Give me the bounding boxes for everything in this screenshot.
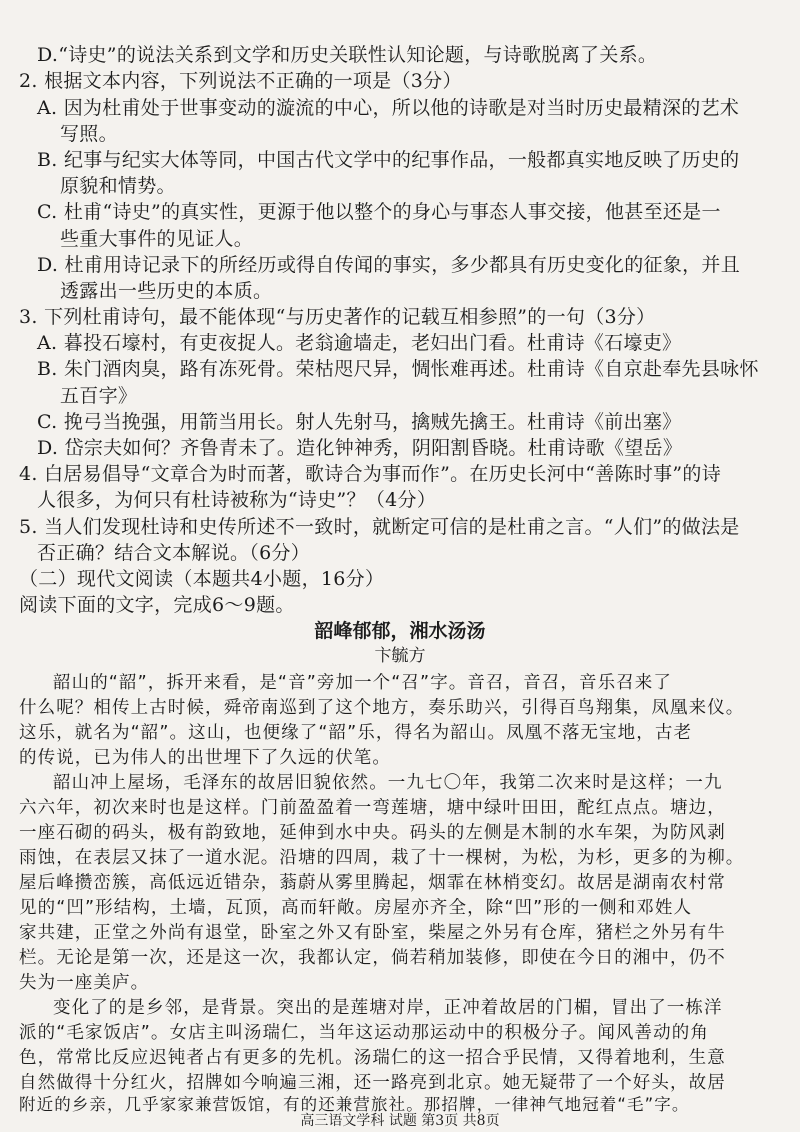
question-3: 3. 下列杜甫诗句，最不能体现“与历史著作的记载互相参照”的一句（3分） bbox=[19, 306, 656, 328]
article-title: 韶峰郁郁，湘水汤汤 bbox=[314, 620, 486, 642]
article-line: 的传说，已为伟人的出世埋下了久远的伏笔。 bbox=[19, 748, 391, 768]
article-line: 家共建，正堂之外尚有退堂，卧室之外又有卧室，柴屋之外另有仓库，猪栏之外另有牛 bbox=[19, 923, 726, 943]
q2-option-d-cont: 透露出一些历史的本质。 bbox=[60, 280, 273, 302]
page-footer: 高三语文学科 试题 第3页 共8页 bbox=[300, 1113, 500, 1129]
q3-option-d: D. 岱宗夫如何？齐鲁青未了。造化钟神秀，阴阳割昏晓。杜甫诗歌《望岳》 bbox=[37, 437, 683, 459]
q3-option-b: B. 朱门酒肉臭，路有冻死骨。荣枯咫尺异，惆怅难再述。杜甫诗《自京赴奉先县咏怀 bbox=[37, 358, 759, 380]
q2-option-b: B. 纪事与纪实大体等同，中国古代文学中的纪事作品，一般都真实地反映了历史的 bbox=[37, 149, 740, 171]
q2-option-d: D. 杜甫用诗记录下的所经历或得自传闻的事实，多少都具有历史变化的征象，并且 bbox=[37, 254, 741, 276]
q2-option-c: C. 杜甫“诗史”的真实性，更源于他以整个的身心与事态人事交接，他甚至还是一 bbox=[37, 201, 721, 223]
reading-instruction: 阅读下面的文字，完成6～9题。 bbox=[19, 594, 295, 616]
article-line: 一座石砌的码头，极有韵致地，延伸到水中央。码头的左侧是木制的水车架，为防风剥 bbox=[19, 823, 726, 843]
article-line: 栏。无论是第一次，还是这一次，我都认定，倘若稍加装修，即使在今日的湘中，仍不 bbox=[19, 948, 726, 968]
question-5: 5. 当人们发现杜诗和史传所述不一致时，就断定可信的是杜甫之言。“人们”的做法是 bbox=[19, 516, 740, 538]
article-line: 什么呢？相传上古时候，舜帝南巡到了这个地方，奏乐助兴，引得百鸟翔集，凤凰来仪。 bbox=[19, 698, 745, 718]
article-line: 屋后峰攒峦簇，高低远近错杂，蓊蔚从雾里腾起，烟霏在林梢变幻。故居是湖南农村常 bbox=[19, 873, 726, 893]
section-heading: （二）现代文阅读（本题共4小题，16分） bbox=[19, 568, 385, 590]
article-line: 六六年，初次来时也是这样。门前盈盈着一弯莲塘，塘中绿叶田田，酡红点点。塘边， bbox=[19, 798, 726, 818]
question-5-cont: 否正确？结合文本解说。（6分） bbox=[37, 542, 311, 564]
article-author: 卞毓方 bbox=[374, 646, 426, 666]
article-line: 雨蚀，在表层又抹了一道水泥。沿塘的四周，栽了十一棵树，为松，为杉，更多的为柳。 bbox=[19, 848, 745, 868]
article-line: 见的“凹”形结构，土墙，瓦顶，高而轩敞。房屋亦齐全，除“凹”形的一侧和邓姓人 bbox=[19, 898, 693, 918]
article-line: 韶山的“韶”，拆开来看，是“音”旁加一个“召”字。音召，音召，音乐召来了 bbox=[53, 673, 672, 693]
question-4: 4. 白居易倡导“文章合为时而著，歌诗合为事而作”。在历史长河中“善陈时事”的诗 bbox=[19, 463, 722, 485]
article-line: 附近的乡亲，几乎家家兼营饭馆，有的还兼营旅社。那招牌，一律神气地冠着“毛”字。 bbox=[19, 1095, 690, 1114]
q2-option-c-cont: 些重大事件的见证人。 bbox=[60, 228, 254, 250]
article-line: 变化了的是乡邻，是背景。突出的是莲塘对岸，正冲着故居的门楣，冒出了一栋洋 bbox=[53, 998, 723, 1018]
q2-option-b-cont: 原貌和情势。 bbox=[60, 175, 176, 197]
article-line: 失为一座美庐。 bbox=[19, 973, 150, 993]
article-line: 这乐，就名为“韶”。这山，也便缘了“韶”乐，得名为韶山。凤凰不落无宝地，古老 bbox=[19, 723, 693, 743]
article-line: 色，常常比反应迟钝者占有更多的先机。汤瑞仁的这一招合乎民情，又得着地利，生意 bbox=[19, 1048, 726, 1068]
article-line: 派的“毛家饭店”。女店主叫汤瑞仁，当年这运动那运动中的积极分子。闻风善动的角 bbox=[19, 1023, 709, 1043]
q3-option-a: A. 暮投石壕村，有吏夜捉人。老翁逾墙走，老妇出门看。杜甫诗《石壕吏》 bbox=[37, 332, 682, 354]
q2-option-a: A. 因为杜甫处于世事变动的漩流的中心，所以他的诗歌是对当时历史最精深的艺术 bbox=[37, 97, 740, 119]
q3-option-b-cont: 五百字》 bbox=[60, 385, 138, 407]
q3-option-c: C. 挽弓当挽强，用箭当用长。射人先射马，擒贼先擒王。杜甫诗《前出塞》 bbox=[37, 411, 682, 433]
q2-option-a-cont: 写照。 bbox=[60, 123, 118, 145]
option-d-q1: D.“诗史”的说法关系到文学和历史关联性认知论题，与诗歌脱离了关系。 bbox=[37, 44, 658, 66]
article-line: 自然做得十分红火，招牌如今响遍三湘，还一路亮到北京。她无疑带了一个好头，故居 bbox=[19, 1073, 726, 1093]
article-line: 韶山冲上屋场，毛泽东的故居旧貌依然。一九七〇年，我第二次来时是这样；一九 bbox=[53, 773, 723, 793]
question-4-cont: 人很多，为何只有杜诗被称为“诗史”？（4分） bbox=[37, 489, 437, 511]
question-2: 2. 根据文本内容，下列说法不正确的一项是（3分） bbox=[19, 70, 462, 92]
